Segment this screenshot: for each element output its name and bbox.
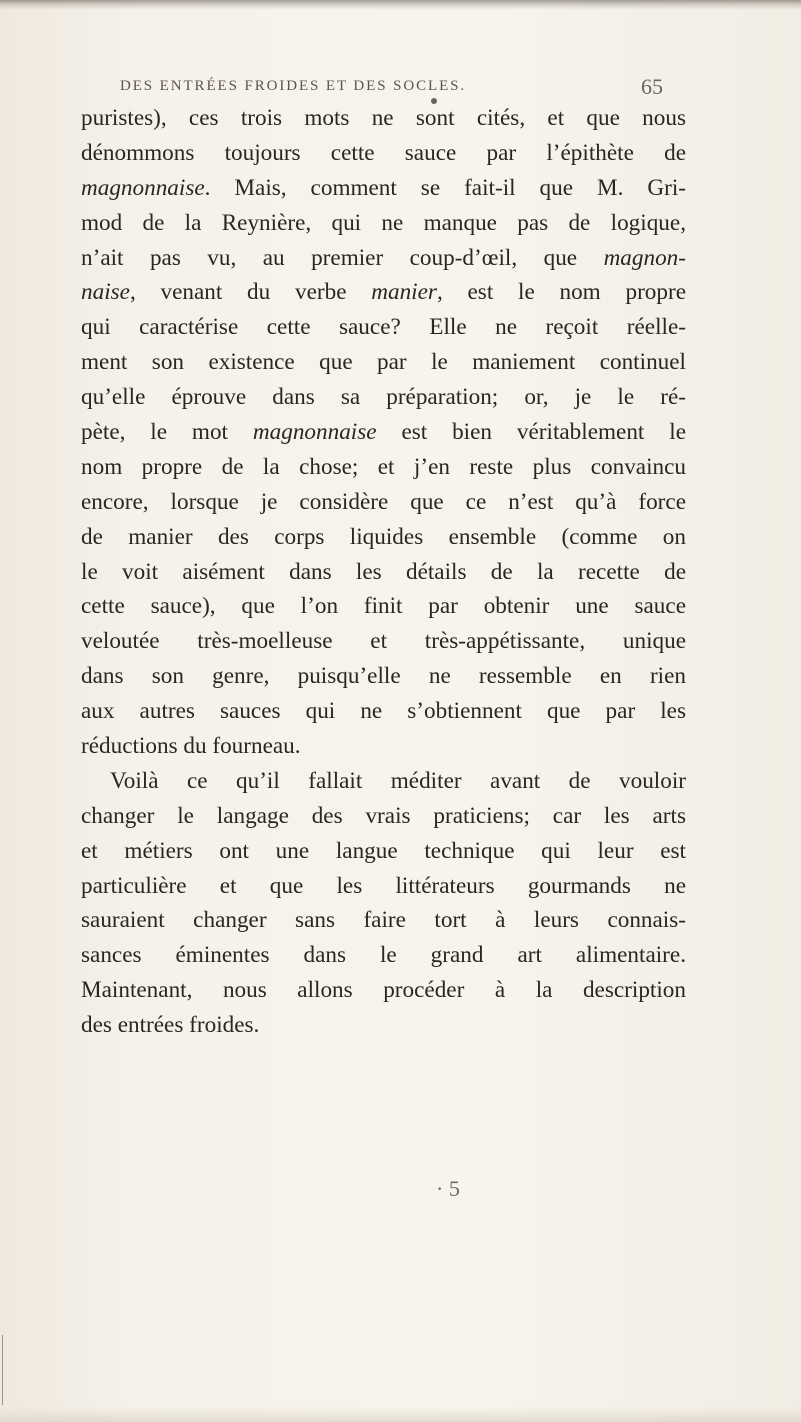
text-segment: Maintenant, nous allons procéder à la description: [81, 977, 686, 1004]
body-text: [81, 101, 686, 1043]
gutter-mark: [2, 1335, 3, 1405]
text-line: [81, 764, 686, 799]
page-number: 65: [641, 74, 663, 99]
running-title: DES ENTRÉES FROIDES ET DES SOCLES.: [120, 78, 467, 94]
text-segment: veloutée très-moelleuse et très-appétissante, unique: [81, 628, 686, 655]
text-line: [81, 415, 686, 450]
text-line: [81, 799, 686, 834]
text-line: [81, 938, 686, 973]
text-line: [81, 241, 686, 276]
text-line: [81, 903, 686, 938]
text-segment: de manier des corps liquides ensemble (comme on: [81, 523, 686, 550]
text-line: [81, 206, 686, 241]
text-line: [81, 101, 686, 136]
text-segment: n’ait pas vu, au premier coup-d’œil, que: [81, 244, 604, 271]
italic-term: magnonnaise: [81, 174, 205, 201]
italic-term: manier: [371, 279, 437, 306]
signature-mark: · 5: [436, 1176, 460, 1201]
text-line: [81, 136, 686, 171]
italic-term: naise: [81, 279, 130, 306]
italic-term: magnon-: [603, 244, 686, 271]
text-line: [81, 659, 686, 694]
text-segment: mod de la Reynière, qui ne manque pas de logique,: [81, 209, 686, 236]
text-line: [81, 171, 686, 206]
text-line: [81, 310, 686, 345]
text-segment: des entrées froides.: [81, 1012, 260, 1039]
text-line: [81, 589, 686, 624]
text-line: [81, 729, 686, 764]
text-line: [81, 624, 686, 659]
page-top-shadow: [0, 0, 801, 10]
text-segment: sances éminentes dans le grand art alimentaire.: [81, 942, 686, 969]
text-segment: . Mais, comment se fait-il que M. Gri-: [204, 174, 686, 201]
text-segment: puristes), ces trois mots ne sont cités, et que nous: [81, 105, 686, 131]
text-segment: encore, lorsque je considère que ce n’est qu’à force: [81, 488, 686, 515]
text-line: [81, 485, 686, 520]
text-segment: sauraient changer sans faire tort à leurs connais-: [81, 907, 686, 934]
text-line: [81, 345, 686, 380]
page-bottom-edge: [0, 1407, 801, 1422]
text-line: [81, 520, 686, 555]
text-segment: le voit aisément dans les détails de la recette de: [81, 558, 686, 585]
text-segment: particulière et que les littérateurs gourmands ne: [81, 872, 686, 899]
text-segment: nom propre de la chose; et j’en reste plus convaincu: [81, 453, 686, 480]
text-line: [81, 973, 686, 1008]
text-line: [81, 869, 686, 904]
text-segment: qui caractérise cette sauce? Elle ne reçoit réelle-: [81, 314, 686, 341]
text-line: [81, 1008, 686, 1043]
text-segment: , est le nom propre: [436, 279, 686, 306]
text-line: [81, 555, 686, 590]
text-segment: changer le langage des vrais praticiens; car les arts: [81, 802, 686, 829]
text-segment: , venant du verbe: [129, 279, 372, 306]
text-line: [81, 834, 686, 869]
italic-term: magnonnaise: [252, 419, 377, 446]
text-segment: aux autres sauces qui ne s’obtiennent que par les: [81, 698, 686, 725]
text-segment: cette sauce), que l’on finit par obtenir une sauce: [81, 593, 686, 620]
text-segment: qu’elle éprouve dans sa préparation; or, je le ré-: [81, 384, 686, 411]
text-segment: dénommons toujours cette sauce par l’épithète de: [81, 139, 686, 166]
text-segment: réductions du fourneau.: [81, 733, 301, 760]
text-line: [81, 380, 686, 415]
text-segment: pète, le mot: [81, 419, 253, 446]
text-segment: est bien véritablement le: [376, 419, 686, 446]
text-line: [81, 275, 686, 310]
text-line: [81, 694, 686, 729]
text-segment: et métiers ont une langue technique qui leur est: [81, 837, 686, 864]
text-segment: ment son existence que par le maniement continuel: [81, 349, 686, 376]
text-segment: dans son genre, puisqu’elle ne ressemble en rien: [81, 663, 686, 690]
text-segment: Voilà ce qu’il fallait méditer avant de vouloir: [110, 767, 686, 794]
text-line: [81, 450, 686, 485]
